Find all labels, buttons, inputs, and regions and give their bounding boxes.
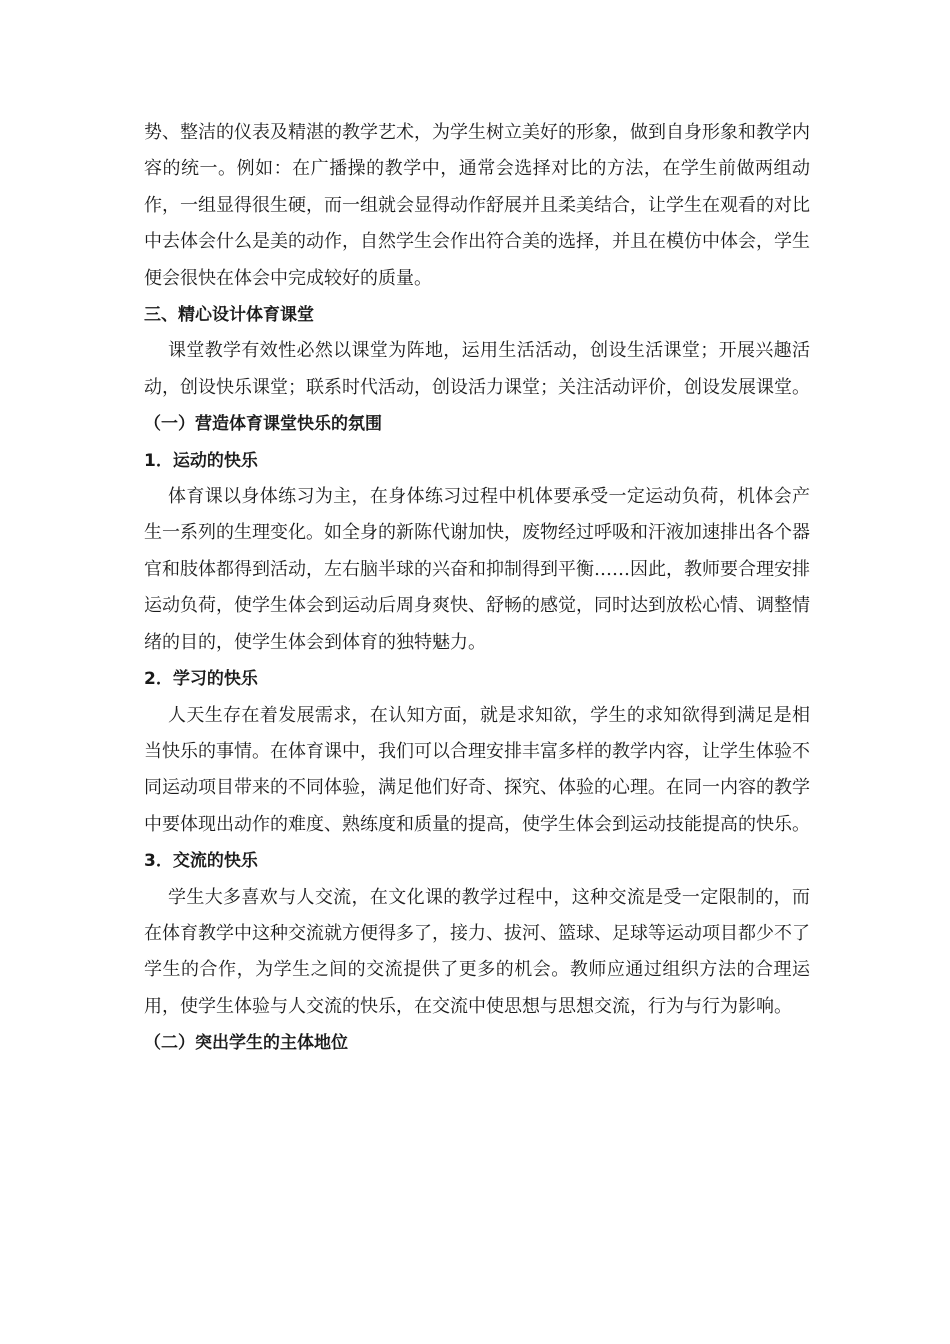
paragraph-classroom-design: 课堂教学有效性必然以课堂为阵地，运用生活活动，创设生活课堂；开展兴趣活动，创设快乐课堂；联系时代活动，创设活力课堂；关注活动评价，创设发展课堂。 bbox=[144, 340, 810, 398]
paragraph-learning-joy: 人天生存在着发展需求，在认知方面，就是求知欲，学生的求知欲得到满足是相当快乐的事情。在体育课中，我们可以合理安排丰富多样的教学内容，让学生体验不同运动项目带来的不同体验，满足他们好奇、探究、体验的心理。在同一内容的教学中要体现出动作的难度、熟练度和质量的提高，使学生体会到运动技能提高的快乐。 bbox=[144, 704, 810, 835]
item-heading-1: 1．运动的快乐 bbox=[144, 450, 258, 471]
paragraph-communication-joy: 学生大多喜欢与人交流，在文化课的教学过程中，这种交流是受一定限制的，而在体育教学中这种交流就方便得多了，接力、拔河、篮球、足球等运动项目都少不了学生的合作，为学生之间的交流提供了更多的机会。教师应通过组织方法的合理运用，使学生体验与人交流的快乐，在交流中使思想与思想交流，行为与行为影响。 bbox=[144, 886, 810, 1017]
paragraph-exercise-joy: 体育课以身体练习为主，在身体练习过程中机体要承受一定运动负荷，机体会产生一系列的生理变化。如全身的新陈代谢加快，废物经过呼吸和汗液加速排出各个器官和肢体都得到活动，左右脑半球的兴奋和抑制得到平衡……因此，教师要合理安排运动负荷，使学生体会到运动后周身爽快、舒畅的感觉，同时达到放松心情、调整情绪的目的，使学生体会到体育的独特魅力。 bbox=[144, 486, 810, 653]
paragraph-aesthetic-example: 势、整洁的仪表及精湛的教学艺术，为学生树立美好的形象，做到自身形象和教学内容的统一。例如：在广播操的教学中，通常会选择对比的方法，在学生前做两组动作，一组显得很生硬，而一组就会显得动作舒展并且柔美结合，让学生在观看的对比中去体会什么是美的动作，自然学生会作出符合美的选择，并且在模仿中体会，学生便会很快在体会中完成较好的质量。 bbox=[144, 122, 810, 289]
item-heading-2: 2．学习的快乐 bbox=[144, 669, 258, 690]
section-heading-3: 三、精心设计体育课堂 bbox=[144, 305, 314, 326]
subsection-heading-1: （一）营造体育课堂快乐的氛围 bbox=[144, 414, 382, 435]
subsection-heading-2: （二）突出学生的主体地位 bbox=[144, 1033, 348, 1054]
item-heading-3: 3．交流的快乐 bbox=[144, 851, 258, 872]
